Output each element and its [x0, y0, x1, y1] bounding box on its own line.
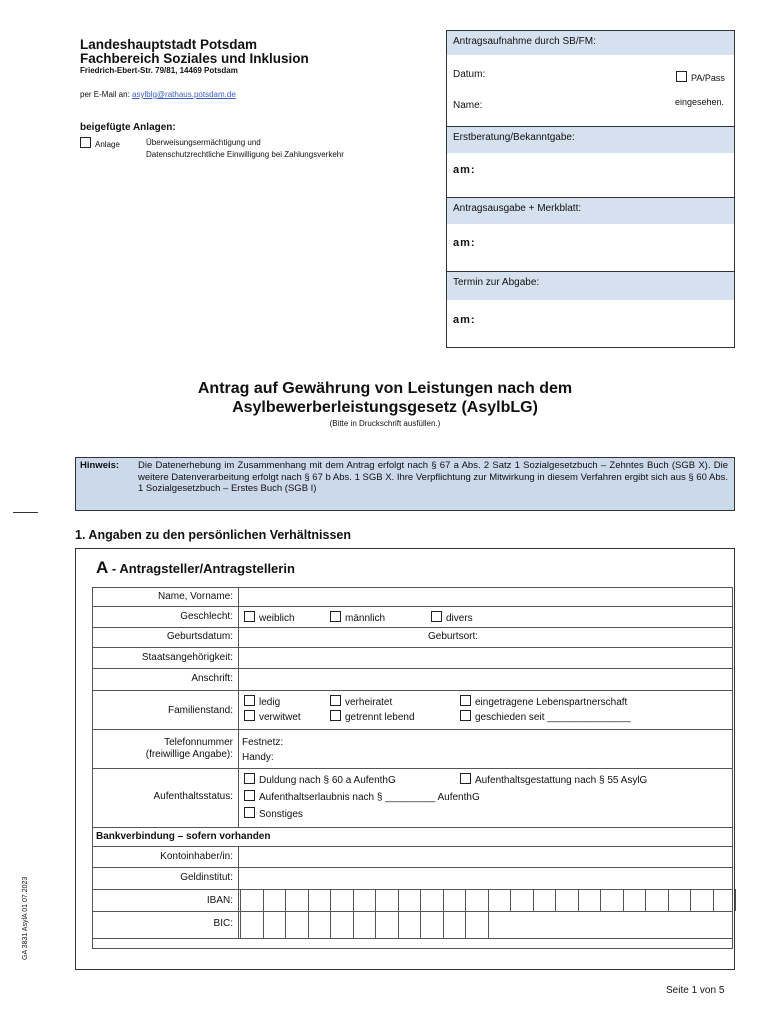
char-cell [263, 889, 282, 911]
consultation-on-label: am: [453, 164, 476, 176]
attachments-heading: beigefügte Anlagen: [80, 122, 176, 133]
hint-box [75, 457, 735, 511]
attachment-checkbox[interactable] [80, 137, 91, 148]
checkbox[interactable] [244, 710, 255, 721]
handout-on-label: am: [453, 237, 476, 249]
char-cell [353, 889, 372, 911]
char-cell [330, 889, 349, 911]
bank-institute-label: Geldinstitut: [180, 872, 233, 883]
checkbox[interactable] [460, 695, 471, 706]
email-prefix: per E-Mail an: [80, 90, 130, 99]
form-title-line2: Asylbewerberleistungsgesetz (AsylbLG) [232, 399, 538, 416]
char-cell [443, 911, 462, 938]
char-cell [263, 911, 282, 938]
marital-widowed-option[interactable]: verwitwet [244, 710, 301, 723]
residence-erlaubnis-option[interactable]: Aufenthaltserlaubnis nach § _________ AufenthG [244, 790, 480, 803]
char-cell [600, 889, 619, 911]
email-link[interactable]: asylblg@rathaus.potsdam.de [132, 90, 236, 99]
char-cell [285, 911, 304, 938]
char-cell [578, 889, 597, 911]
attachment-label: Anlage [95, 140, 120, 149]
marital-married-option[interactable]: verheiratet [330, 695, 392, 708]
residence-duldung-option[interactable]: Duldung nach § 60 a AufenthG [244, 773, 396, 786]
checkbox[interactable] [431, 611, 442, 622]
section-heading: 1. Angaben zu den persönlichen Verhältnissen [75, 528, 351, 542]
char-cell [330, 911, 349, 938]
attachment-text-1: Überweisungsermächtigung und [146, 138, 261, 147]
office-use-box [446, 30, 735, 348]
marital-partnership-option[interactable]: eingetragene Lebenspartnerschaft [460, 695, 627, 708]
handout-title: Antragsausgabe + Merkblatt: [447, 198, 734, 224]
attachment-item [80, 137, 120, 149]
authority-address: Friedrich-Ebert-Str. 79/81, 14469 Potsdam [80, 66, 238, 75]
form-title-line1: Antrag auf Gewährung von Leistungen nach dem [197, 380, 573, 397]
residence-gestattung-option[interactable]: Aufenthaltsgestattung nach § 55 AsylG [460, 773, 647, 786]
phone-label-2: (freiwillige Angabe): [145, 749, 233, 760]
department-name: Fachbereich Soziales und Inklusion [80, 51, 309, 66]
checkbox[interactable] [244, 807, 255, 818]
char-cell [465, 889, 484, 911]
gender-label: Geschlecht: [180, 611, 233, 622]
fold-mark [13, 512, 38, 513]
attachment-text-2: Datenschutzrechtliche Einwilligung bei Zahlungsverkehr [146, 150, 344, 159]
checkbox[interactable] [330, 611, 341, 622]
name-field[interactable] [239, 587, 733, 606]
char-cell [240, 889, 259, 911]
applicant-form [75, 548, 735, 970]
nationality-label: Staatsangehörigkeit: [141, 652, 233, 663]
form-code: GA 3831 AsylA 01 07.2023 [22, 876, 29, 960]
checkbox[interactable] [460, 773, 471, 784]
iban-label: IBAN: [206, 895, 233, 906]
checkbox[interactable] [244, 695, 255, 706]
char-cell [308, 911, 327, 938]
bank-heading: Bankverbindung – sofern vorhanden [96, 831, 271, 842]
char-cell [623, 889, 642, 911]
name-label: Name: [453, 100, 483, 111]
name-field-label: Name, Vorname: [157, 591, 233, 602]
date-label: Datum: [453, 69, 486, 80]
char-cell [713, 889, 732, 911]
checkbox[interactable] [330, 695, 341, 706]
landline-label: Festnetz: [242, 737, 284, 748]
hint-text: Die Datenerhebung im Zusammenhang mit dem Antrag erfolgt nach § 67 a Abs. 2 Satz 1 Sozialgesetzbuch – Zehntes Buch (SGB X). Die weitere Datenverarbeitung erfolgt nach § 67 b Abs. 1 SGB X. Ihre Verpflichtung zur Mitwirkung in diesem Verfahren ergibt sich aus § 60 Abs. 1 Sozialgesetzbuch – Erstes Buch (SGB I) [138, 460, 728, 494]
char-cell [398, 911, 417, 938]
checkbox[interactable] [460, 710, 471, 721]
account-holder-label: Kontoinhaber/in: [160, 851, 233, 862]
passport-check [676, 71, 725, 83]
email-line [80, 90, 236, 99]
char-cell-end [735, 889, 754, 911]
mobile-label: Handy: [242, 752, 274, 763]
char-cell [285, 889, 304, 911]
char-cell [420, 889, 439, 911]
char-cell [420, 911, 439, 938]
checkbox[interactable] [244, 790, 255, 801]
attachment-description [146, 137, 344, 161]
char-cell [443, 889, 462, 911]
char-cell [668, 889, 687, 911]
marital-separated-option[interactable]: getrennt lebend [330, 710, 415, 723]
checkbox[interactable] [244, 611, 255, 622]
passport-label: PA/Pass [691, 73, 725, 83]
char-cell [555, 889, 574, 911]
char-cell [488, 889, 507, 911]
deadline-on-label: am: [453, 314, 476, 326]
char-cell [375, 911, 394, 938]
gender-female-option[interactable]: weiblich [244, 611, 295, 624]
passport-seen: eingesehen. [675, 97, 725, 107]
char-cell-end [488, 911, 507, 938]
gender-male-option[interactable]: männlich [330, 611, 385, 624]
consultation-title: Erstberatung/Bekanntgabe: [447, 127, 734, 153]
page-number: Seite 1 von 5 [666, 985, 725, 996]
marital-single-option[interactable]: ledig [244, 695, 280, 708]
passport-checkbox[interactable] [676, 71, 687, 82]
checkbox[interactable] [244, 773, 255, 784]
form-subtitle: (Bitte in Druckschrift ausfüllen.) [329, 419, 441, 428]
char-cell [645, 889, 664, 911]
marital-divorced-option[interactable]: geschieden seit _______________ [460, 710, 631, 723]
residence-other-option[interactable]: Sonstiges [244, 807, 303, 820]
subsection-title-text: - Antragsteller/Antragstellerin [108, 561, 295, 576]
char-cell [533, 889, 552, 911]
hint-label: Hinweis: [80, 460, 120, 471]
birthdate-label: Geburtsdatum: [166, 631, 233, 642]
subsection-letter: A [96, 558, 109, 577]
char-cell [690, 889, 709, 911]
char-cell [353, 911, 372, 938]
gender-diverse-option[interactable]: divers [431, 611, 473, 624]
char-cell [240, 911, 259, 938]
char-cell [510, 889, 529, 911]
authority-name: Landeshauptstadt Potsdam [80, 37, 258, 52]
checkbox[interactable] [330, 710, 341, 721]
char-cell [465, 911, 484, 938]
phone-label-1: Telefonnummer [164, 737, 233, 748]
char-cell [375, 889, 394, 911]
address-label: Anschrift: [191, 673, 233, 684]
char-cell [308, 889, 327, 911]
birthplace-label: Geburtsort: [428, 631, 479, 642]
intake-title: Antragsaufnahme durch SB/FM: [447, 31, 734, 55]
subsection-title [96, 558, 295, 578]
residence-label: Aufenthaltsstatus: [153, 791, 233, 802]
bic-label: BIC: [213, 918, 233, 929]
marital-label: Familienstand: [167, 705, 233, 716]
deadline-title: Termin zur Abgabe: [447, 272, 734, 300]
char-cell [398, 889, 417, 911]
